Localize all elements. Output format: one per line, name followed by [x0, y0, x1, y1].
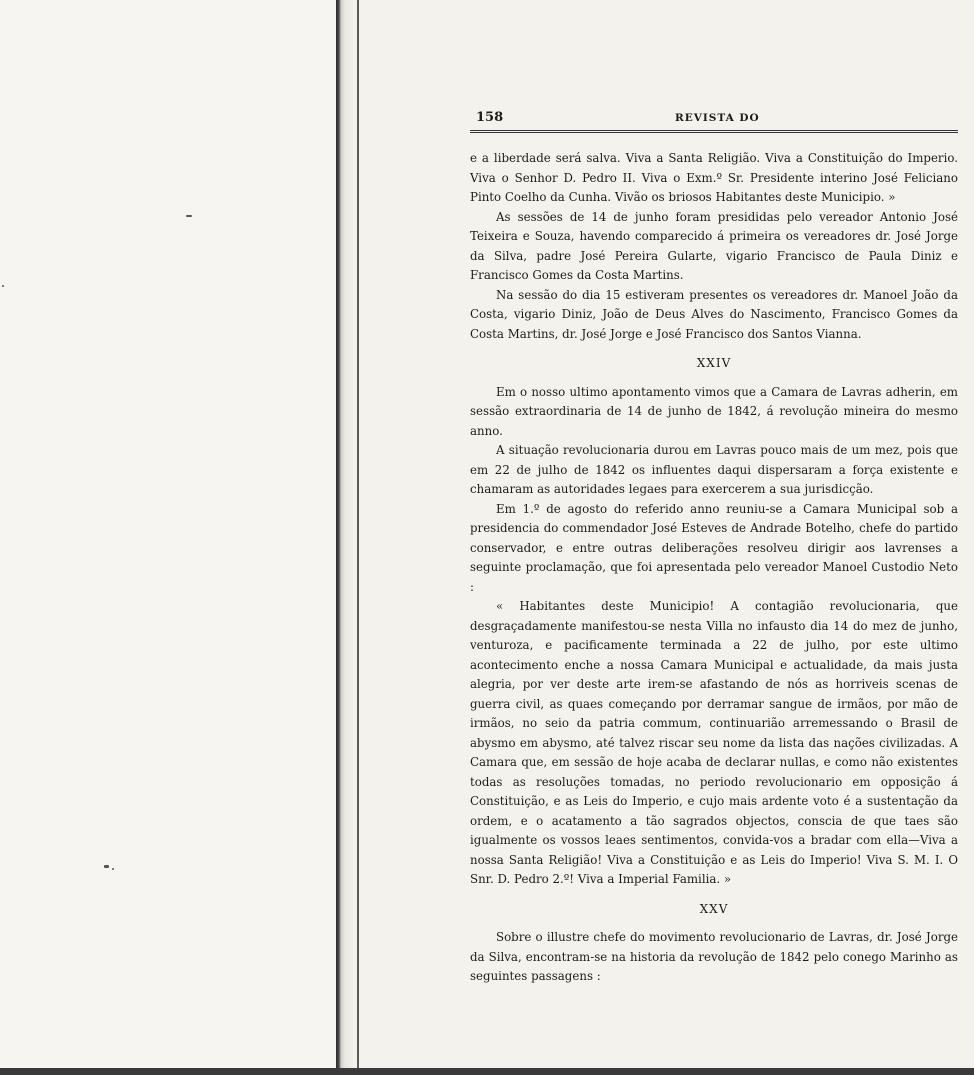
page-number: 158 — [476, 110, 504, 125]
paragraph: Em o nosso ultimo apontamento vimos que a Camara de Lavras adherin, em sessão extraordinaria de 14 de junho de 1842, á revolução mineira do mesmo anno. — [470, 384, 958, 438]
scan-speck — [2, 285, 4, 287]
left-page-margin — [0, 0, 336, 1075]
scan-speck — [104, 865, 109, 868]
section-heading-xxiv: XXIV — [696, 356, 732, 370]
book-gutter — [336, 0, 356, 1075]
page-header — [470, 110, 958, 133]
scan-speck — [112, 868, 114, 870]
paragraph: A situação revolucionaria durou em Lavras pouco mais de um mez, pois que em 22 de julho de 1842 os influentes daqui dispersaram a força existente e chamaram as autoridades legaes para exercerem a sua jurisdicção. — [470, 443, 958, 496]
running-head: REVISTA DO — [675, 112, 760, 124]
paragraph: As sessões de 14 de junho foram presididas pelo vereador Antonio José Teixeira e Souza, havendo comparecido á primeira os vereadores dr. José Jorge da Silva, padre José Pereira Gularte, vigario Francisco de Paula Diniz e Francisco Gomes da Costa Martins. — [470, 209, 958, 282]
paragraph: e a liberdade será salva. Viva a Santa Religião. Viva a Constituição do Imperio. Viva o Senhor D. Pedro II. Viva o Exm.º Sr. Presidente interino José Feliciano Pinto Coelho da Cunha. Vivão os briosos Habitantes deste Municipio. » — [470, 151, 958, 204]
gutter-line — [357, 0, 359, 1075]
proclamation-paragraph: « Habitantes deste Municipio! A contagião revolucionaria, que desgraçadamente manifestou-se nesta Villa no infausto dia 14 do mez de junho, venturoza, e pacificamente terminada a 22 de julho, por este ultimo acontecimento enche a nossa Camara Municipal e actualidade, da mais justa alegria, por ver deste arte irem-se afastando de nós as horriveis scenas de guerra civil, as quaes começando por derramar sangue de irmãos, por mão de irmãos, no seio da patria commum, continuarião arremessando o Brasil de abysmo em abysmo, até talvez riscar seu nome da lista das nações civilizadas. A Camara que, em sessão de hoje acaba de declarar nullas, e como não existentes todas as resoluções tomadas, no periodo revolucionario em opposição á Constituição, e as Leis do Imperio, e cujo mais ardente voto é a sustentação da ordem, e o acatamento a tão sagrados objectos, consciа de que taes são igualmente os vossos leaes sentimentos, convida-vos a bradar com ella—Viva a nossa Santa Religião! Viva a Constituição e as Leis do Imperio! Viva S. M. I. O Snr. D. Pedro 2.º! Viva a Imperial Familia. » — [470, 599, 958, 886]
paragraph: Sobre o illustre chefe do movimento revolucionario de Lavras, dr. José Jorge da Silva, encontram-se na historia da revolução de 1842 pelo conego Marinho as seguintes passagens : — [470, 930, 958, 983]
page-bottom-edge — [0, 1068, 974, 1075]
paragraph: Na sessão do dia 15 estiveram presentes os vereadores dr. Manoel João da Costa, vigario Diniz, João de Deus Alves do Nascimento, Francisco Gomes da Costa Martins, dr. José Jorge e José Francisco dos Santos Vianna. — [470, 287, 958, 341]
paragraph: Em 1.º de agosto do referido anno reuniu-se a Camara Municipal sob a presidencia do commendador José Esteves de Andrade Botelho, chefe do partido conservador, e entre outras deliberações resolveu dirigir aos lavrenses a seguinte proclamação, que foi apresentada pelo vereador Manoel Custodio Neto : — [470, 501, 958, 594]
body-text — [470, 149, 958, 987]
right-page — [470, 110, 958, 987]
scan-speck — [186, 215, 192, 217]
section-heading-xxv: XXV — [699, 901, 729, 916]
